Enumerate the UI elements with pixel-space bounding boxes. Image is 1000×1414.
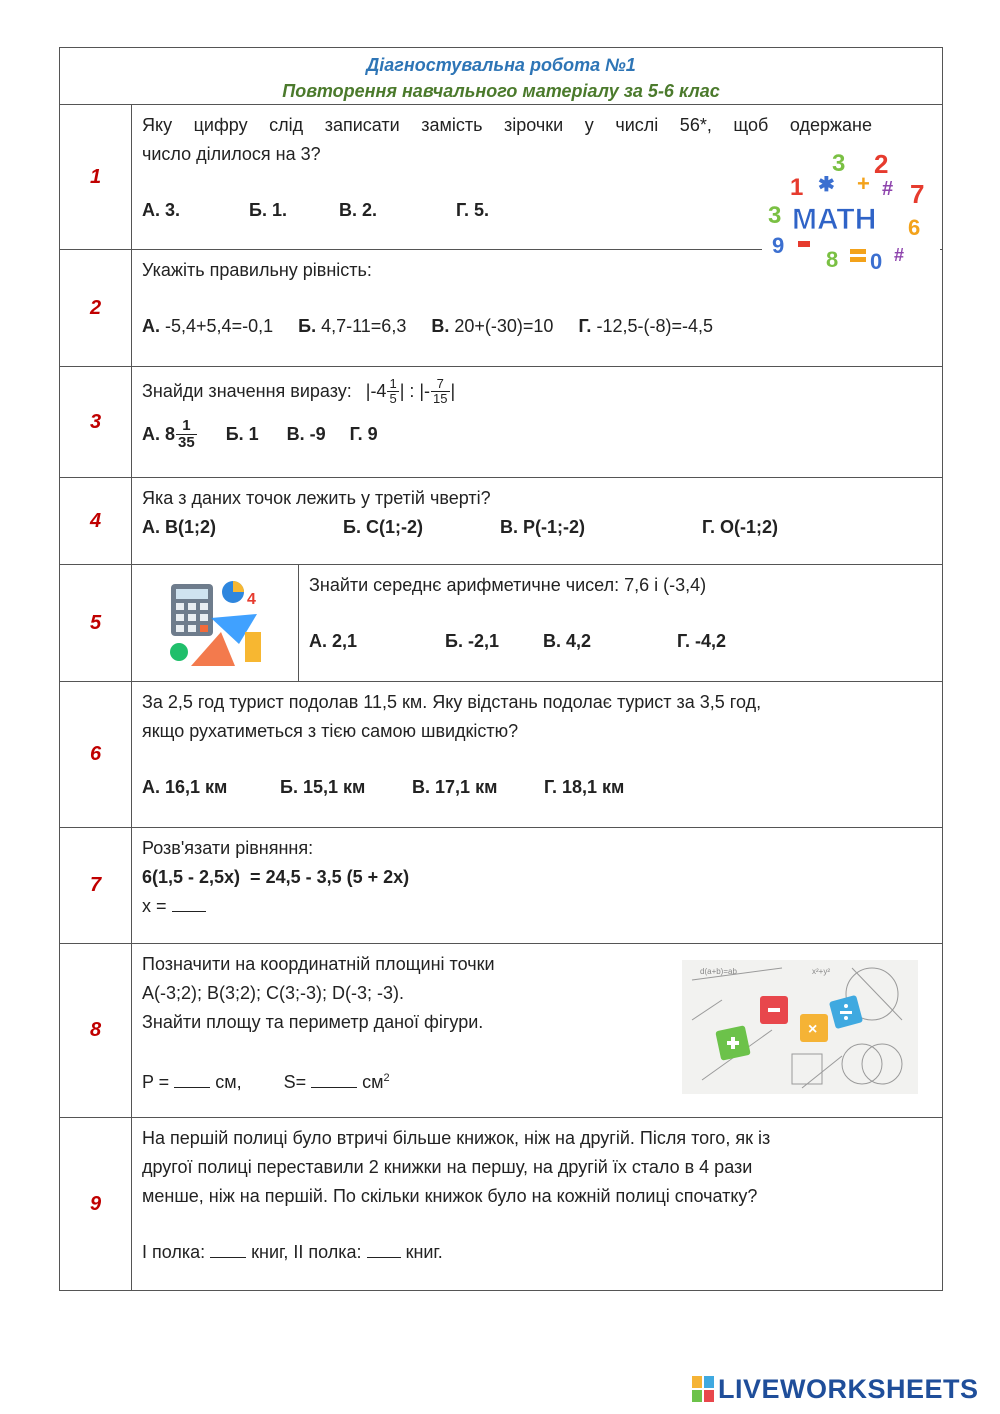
question-body (132, 478, 942, 564)
answer-options (142, 312, 932, 341)
option-c[interactable]: В. -9 (286, 423, 326, 444)
question-body (299, 565, 942, 681)
option-b[interactable]: Б. 15,1 км (280, 777, 366, 797)
digit-1-icon: 1 (790, 174, 804, 201)
question-number: 9 (60, 1118, 132, 1290)
answer-options (309, 627, 932, 656)
answer-line: І полка: книг, ІІ полка: книг. (142, 1242, 443, 1262)
liveworksheets-logo-icon (692, 1376, 714, 1402)
question-number: 5 (60, 565, 132, 681)
option-b[interactable]: Б. 1 (225, 423, 259, 444)
hash-icon: # (882, 178, 894, 200)
option-d[interactable]: Г. -4,2 (677, 631, 727, 651)
triangle-ruler-icon (191, 632, 235, 666)
area-input[interactable] (311, 1071, 357, 1088)
minus-icon (798, 241, 810, 247)
question-body (132, 944, 942, 1117)
question-text: Яка з даних точок лежить у третій чверті? (142, 488, 491, 508)
sphere-icon (170, 643, 188, 661)
option-c[interactable]: В. P(-1;-2) (500, 517, 586, 537)
question-text: Позначити на координатній площині точки A(-3;2); B(3;2); C(3;-3); D(-3; -3). Знайти площу та периметр даної фігури. (142, 954, 495, 1032)
digit-3-icon: 3 (832, 150, 846, 177)
answer-options (142, 415, 932, 453)
digit-7-icon: 7 (910, 179, 925, 209)
digit-8-icon: 8 (826, 247, 839, 272)
svg-text:x²+y²: x²+y² (812, 967, 830, 976)
math-tools-image-cell (132, 565, 299, 681)
equation: 6(1,5 - 2,5x) = 24,5 - 3,5 (5 + 2x) (142, 867, 410, 887)
question-number: 6 (60, 682, 132, 827)
answer-x-input[interactable] (172, 895, 206, 912)
hash-2-icon: # (894, 245, 905, 265)
worksheet-title: Діагностувальна робота №1 (366, 55, 636, 75)
worksheet-header (60, 48, 942, 105)
question-text: Розв'язати рівняння: (142, 838, 314, 858)
math-dice-image (682, 960, 918, 1094)
fraction-1-5: $\frac{1}{5}$ (389, 375, 397, 406)
option-d[interactable]: Г. 5. (456, 200, 490, 220)
question-number: 7 (60, 828, 132, 943)
option-c[interactable]: В. 17,1 км (412, 777, 498, 797)
question-text: За 2,5 год турист подолав 11,5 км. Яку відстань подолає турист за 3,5 год, якщо рухатиметься з тією самою швидкістю? (142, 692, 762, 741)
question-text: На першій полиці було втричі більше книжок, ніж на другій. Після того, як із другої полиці переставили 2 книжки на першу, на другій їх стало в 4 рази менше, ніж на першій. По скільки книжок було на кожній полиці спочатку? (142, 1128, 771, 1206)
question-text: Знайти середнє арифметичне чисел: 7,6 і (-3,4) (309, 575, 707, 595)
svg-text:d(a+b)=ab: d(a+b)=ab (700, 967, 737, 976)
digit-3b-icon: 3 (768, 202, 782, 229)
question-body (132, 250, 942, 366)
question-row-5 (60, 565, 942, 682)
option-a[interactable]: А. 3. (142, 200, 181, 220)
math-word: MATH (792, 203, 877, 236)
expression: |-4 $\frac{1}{5}$ | : |- $\frac{7}{15}$ | (365, 375, 456, 406)
worksheet-table (59, 47, 943, 1291)
question-row-9 (60, 1118, 942, 1290)
answer-options (142, 513, 932, 542)
answer-line: P = см, $S= см^2$ (142, 1072, 390, 1092)
question-body (132, 1118, 942, 1290)
liveworksheets-brand: LIVEWORKSHEETS (718, 1373, 979, 1404)
question-number: 8 (60, 944, 132, 1117)
digit-9-icon: 9 (772, 233, 785, 258)
question-row-6 (60, 682, 942, 828)
svg-text:4: 4 (247, 591, 256, 608)
fraction-1-35: $\frac{1}{35}$ (178, 416, 195, 451)
digit-6-icon: 6 (908, 215, 921, 240)
option-b[interactable]: Б. 4,7-11=6,3 (298, 316, 407, 336)
question-text: Яку цифру слід записати замість зірочки у числі 56*, щоб одержане число ділилося на 3? (142, 115, 872, 164)
question-row-7 (60, 828, 942, 944)
question-number: 3 (60, 367, 132, 477)
option-d[interactable]: Г. 9 (349, 423, 378, 444)
option-d[interactable]: Г. O(-1;2) (702, 517, 779, 537)
question-body (132, 367, 942, 477)
option-d[interactable]: Г. 18,1 км (544, 777, 625, 797)
svg-text:×: × (808, 1021, 818, 1038)
question-text: Укажіть правильну рівність: (142, 260, 372, 280)
perimeter-input[interactable] (174, 1071, 210, 1088)
digit-0-icon: 0 (870, 249, 883, 274)
question-row-3 (60, 367, 942, 478)
plus-icon: + (857, 171, 870, 196)
shelf1-input[interactable] (210, 1241, 246, 1258)
shelf2-input[interactable] (367, 1241, 401, 1258)
option-b[interactable]: Б. 1. (249, 200, 287, 220)
option-b[interactable]: Б. C(1;-2) (343, 517, 423, 537)
question-text: Знайди значення виразу: |-4 $\frac{1}{5}$ | : |- $\frac{7}{15}$ | (142, 375, 456, 406)
answer-options (142, 773, 932, 802)
multiply-icon: ✱ (818, 174, 835, 196)
option-a[interactable]: А. -5,4+5,4=-0,1 (142, 316, 274, 336)
fraction-7-15: $\frac{7}{15}$ (433, 375, 448, 406)
question-body (132, 828, 942, 943)
option-a[interactable]: А. 16,1 км (142, 777, 228, 797)
question-row-4 (60, 478, 942, 565)
option-a[interactable]: А. 2,1 (309, 631, 358, 651)
option-c[interactable]: В. 4,2 (543, 631, 592, 651)
liveworksheets-logo[interactable] (692, 1374, 979, 1404)
question-body (132, 682, 942, 827)
question-row-2 (60, 250, 942, 367)
option-b[interactable]: Б. -2,1 (445, 631, 499, 651)
cylinder-icon (245, 632, 261, 662)
option-d[interactable]: Г. -12,5-(-8)=-4,5 (578, 316, 713, 336)
worksheet-subtitle: Повторення навчального матеріалу за 5-6 клас (282, 81, 720, 101)
digit-2-icon: 2 (874, 149, 889, 179)
option-c[interactable]: В. 20+(-30)=10 (431, 316, 554, 336)
question-number: 4 (60, 478, 132, 564)
answer-line: x = (142, 892, 932, 921)
question-number: 1 (60, 105, 132, 249)
question-number: 2 (60, 250, 132, 366)
math-tools-image (161, 574, 269, 672)
question-row-8 (60, 944, 942, 1118)
option-a[interactable]: А. 8 $\frac{1}{35}$ (142, 416, 195, 451)
option-a[interactable]: А. B(1;2) (142, 517, 217, 537)
option-c[interactable]: В. 2. (339, 200, 378, 220)
